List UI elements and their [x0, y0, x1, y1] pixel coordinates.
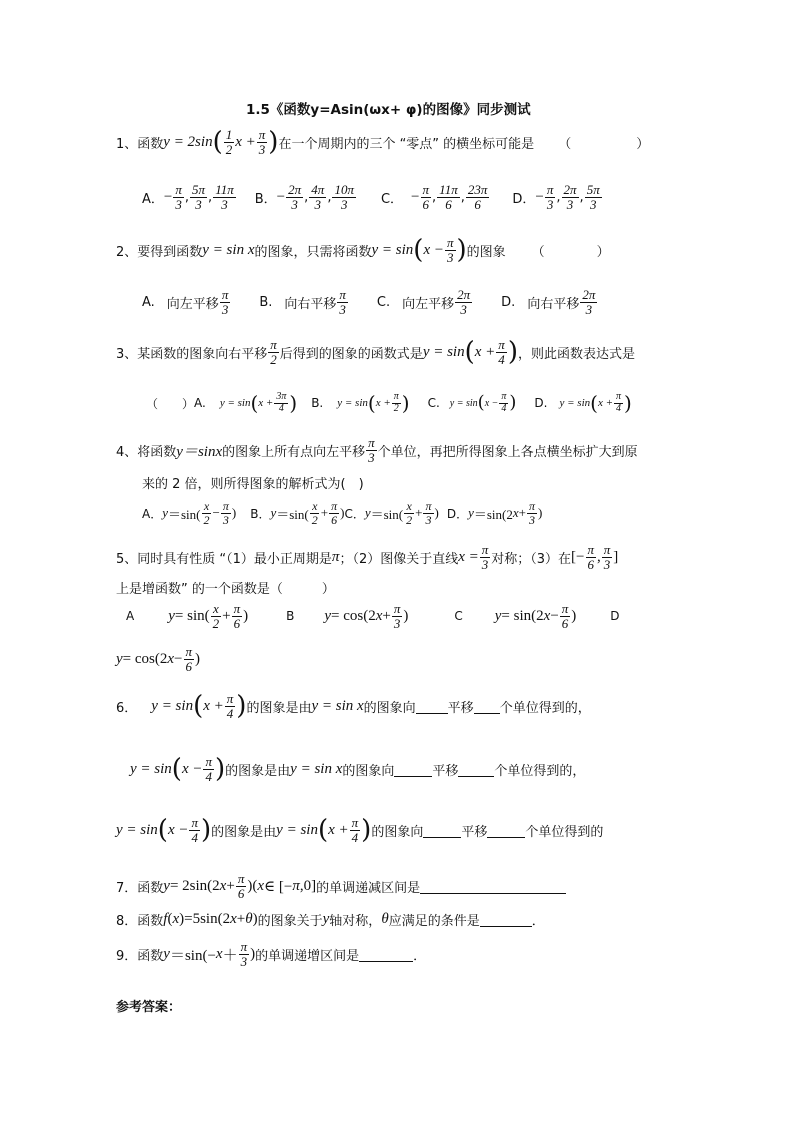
q4-option-b: B． — [250, 506, 271, 521]
q6-r2-direction-blank[interactable] — [394, 762, 432, 777]
q6-r1-text-c: 平移 — [447, 700, 474, 716]
q4-options: A． y ＝sin( $\frac{x}{2}$ − $\frac{\pi}{3}$ ) B． y ＝sin( $\frac{x}{2}$ + $\frac{\pi}{6}$ ) C． y ＝sin( $\frac{x}{2}$ + $\frac{\pi}{3}$ ) D． y ＝sin(2 x + $\frac{\pi}{3}$ ) — [142, 499, 543, 527]
q3-middle: 后得到的图象的函数式是 — [279, 346, 423, 362]
q2-option-d-text: 向右平移 — [527, 296, 580, 312]
q6-r3-text-c: 平移 — [461, 824, 488, 840]
q3-function: y = sin — [422, 343, 465, 360]
q2-number: 2、要得到函数 — [116, 244, 203, 260]
q2-option-b-label: B. — [259, 294, 273, 310]
q5-option-d-formula: y = cos(2 x − $\frac{\pi}{6}$ ) — [116, 644, 201, 674]
q2-target-function: y = sin x — [202, 241, 255, 258]
q2-option-a-label: A. — [142, 294, 155, 310]
q8-end: ． — [531, 914, 545, 929]
q5-option-a: A — [126, 609, 135, 624]
q3-option-d: D. — [534, 396, 548, 410]
q6-r2-text-b: 的图象向 — [342, 763, 395, 779]
question-2: 2、要得到函数 y = sin x 的图象，只需将函数 y = sin ( x − $\frac{\pi}{3}$ ) 的图象 （ ） — [116, 235, 610, 266]
q4-line2: 来的 2 倍，则所得图象的解析式为( ) — [142, 477, 364, 492]
q6-r2-text-c: 平移 — [432, 763, 459, 779]
q4-option-a: A． — [142, 506, 163, 521]
q8-stem-3: 应满足的条件是 — [388, 914, 480, 929]
q1-options: A． − $\frac{\pi}{3}$ , $\frac{5\pi}{3}$ , $\frac{11\pi}{3}$ B． − $\frac{2\pi}{3}$ , $\frac{4\pi}{3}$ , $\frac{10\pi}{3}$ C． − $\frac{\pi}{6}$ , $\frac{11\pi}{6}$ , $\frac{23\pi}{6}$ D． − $\frac{\pi}{3}$ , $\frac{2\pi}{3}$ , $\frac{5\pi}{3}$ — [142, 182, 600, 212]
q6-r2-text: 的图象是由 — [225, 763, 291, 779]
q2-tail: 的图象 — [466, 244, 506, 260]
q1-function: y = 2sin — [163, 133, 213, 150]
q6-r3-text: 的图象是由 — [211, 824, 277, 840]
q2-option-c-text: 向左平移 — [402, 296, 455, 312]
question-6-row-3: y = sin ( x − $\frac{\pi}{4}$ ) 的图象是由 y = sin ( x + $\frac{\pi}{4}$ ) 的图象向 平移 个单位得到的 — [116, 815, 604, 846]
q6-r1-text-b: 的图象向 — [363, 700, 416, 716]
q5-line1-b: ；（2）图像关于直线 — [339, 551, 459, 567]
q3-option-b: B. — [311, 396, 324, 410]
q6-r3-text-b: 的图象向 — [371, 824, 424, 840]
q1-answer-paren: （ ） — [558, 136, 650, 152]
q1-number: 1、函数 — [116, 136, 164, 152]
q9-stem: 的单调递增区间是 — [255, 948, 360, 964]
q6-r3-amount-blank[interactable] — [487, 823, 525, 838]
q3-tail: ，则此函数表达式是 — [517, 346, 635, 362]
q4-function: y＝sinx — [176, 443, 223, 460]
q2-answer-paren: （ ） — [531, 244, 610, 260]
q5-line1-c: 对称；（3）在 — [491, 551, 572, 567]
q3-option-c: C. — [427, 396, 440, 410]
q6-r2-amount-blank[interactable] — [458, 762, 494, 777]
q4-option-d: D． — [446, 506, 469, 521]
q6-r1-text-d: 个单位得到的， — [499, 700, 591, 716]
q9-end: ． — [413, 948, 427, 964]
q1-stem: 在一个周期内的三个 “零点” 的横坐标可能是 — [278, 136, 535, 152]
answers-heading: 参考答案： — [116, 1000, 182, 1015]
q3-answer-paren: （ ） — [146, 396, 195, 411]
q3-option-a: A. — [194, 396, 206, 410]
q5-option-b: B — [286, 609, 295, 624]
q1-option-b: B． — [254, 191, 277, 207]
q9-answer-blank[interactable] — [359, 947, 413, 962]
q7-stem: 的单调递减区间是 — [316, 880, 421, 896]
q6-r1-text: 的图象是由 — [246, 700, 312, 716]
q8-stem-2: 轴对称， — [329, 914, 382, 929]
q7-answer-blank[interactable] — [420, 879, 566, 894]
q2-option-d-label: D. — [501, 294, 516, 310]
page-title: 1.5《函数y=Asin(ωx+ φ)的图像》同步测试 — [246, 102, 531, 118]
q1-option-a: A． — [142, 191, 164, 207]
q5-line2: 上是增函数” 的一个函数是（ ） — [116, 582, 335, 597]
q6-r2-text-d: 个单位得到的， — [494, 763, 586, 779]
q5-option-d: D — [610, 609, 620, 624]
question-6-row-2: y = sin ( x − $\frac{\pi}{4}$ ) 的图象是由 y = sin x 的图象向 平移 个单位得到的， — [130, 754, 586, 785]
q6-number: 6． — [116, 700, 138, 716]
q9-number: 9．函数 — [116, 948, 164, 964]
q6-r3-text-d: 个单位得到的 — [525, 824, 604, 840]
q4-line1-a: 4、将函数 — [116, 444, 177, 460]
q2-option-a-text: 向左平移 — [166, 296, 219, 312]
q8-answer-blank[interactable] — [480, 912, 532, 927]
q6-r3-direction-blank[interactable] — [423, 823, 461, 838]
q3-options: （ ） A. y = sin ( x + $\frac{3\pi}{4}$ ) B. y = sin ( x + $\frac{\pi}{2}$ ) C. y = sin ( x − $\frac{\pi}{4}$ ) D. y = sin ( x + $\frac{\pi}{4}$ ) — [146, 391, 632, 415]
q5-option-c: C — [454, 609, 463, 624]
q2-option-c-label: C. — [376, 294, 391, 310]
question-9: 9．函数 y ＝sin(− x ＋ $\frac{\pi}{3}$ ) 的单调递增区间是 ． — [116, 939, 427, 969]
q8-stem: 的图象关于 — [257, 914, 323, 929]
q2-option-b-text: 向右平移 — [284, 296, 337, 312]
q2-options: A. 向左平移 $\frac{\pi}{3}$ B. 向右平移 $\frac{\pi}{3}$ C. 向左平移 $\frac{2\pi}{3}$ D. 向右平移 $\frac{2\pi}{3}$ — [142, 287, 596, 317]
q1-option-c: C． — [380, 191, 404, 207]
q8-number: 8．函数 — [116, 914, 164, 929]
q2-middle: 的图象，只需将函数 — [254, 244, 372, 260]
question-3: 3、某函数的图象向右平移 $\frac{\pi}{2}$ 后得到的图象的函数式是 y = sin ( x + $\frac{\pi}{4}$ ) ，则此函数表达式是 — [116, 337, 635, 368]
q6-r1-amount-blank[interactable] — [474, 699, 500, 714]
question-1: 1、函数 y = 2sin ( $\frac{1}{2}$ x + $\frac{\pi}{3}$ ) 在一个周期内的三个 “零点” 的横坐标可能是 （ ） — [116, 127, 650, 158]
q1-option-d: D． — [512, 191, 536, 207]
question-5: 5、同时具有性质 “（1）最小正周期是 π ；（2）图像关于直线 x = $\frac{\pi}{3}$ 对称；（3）在 [− $\frac{\pi}{6}$ , $\frac{\pi}{3}$ ] — [116, 542, 619, 572]
question-8: 8．函数 f ( x )=5sin(2 x + θ ) 的图象关于 y 轴对称， θ 应满足的条件是 ． — [116, 911, 545, 929]
q4-line1-d: 个单位，再把所得图象上各点横坐标扩大到原 — [377, 444, 638, 460]
q3-number: 3、某函数的图象向右平移 — [116, 346, 268, 362]
q6-r1-direction-blank[interactable] — [416, 699, 448, 714]
question-7: 7．函数 y = 2sin(2 x + $\frac{\pi}{6}$ )( x ∈ [− π ,0] 的单调递减区间是 — [116, 872, 566, 900]
q7-number: 7．函数 — [116, 880, 164, 896]
q4-line1-c: 的图象上所有点向左平移 — [222, 444, 366, 460]
q5-options: A y = sin( $\frac{x}{2}$ + $\frac{\pi}{6}$ ) B y = cos(2 x + $\frac{\pi}{3}$ ) C y = sin(2 x − $\frac{\pi}{6}$ ) D — [126, 601, 620, 631]
q5-line1-a: 5、同时具有性质 “（1）最小正周期是 — [116, 551, 332, 567]
question-6-row-1: 6． y = sin ( x + $\frac{\pi}{4}$ ) 的图象是由 y = sin x 的图象向 平移 个单位得到的， — [116, 691, 591, 722]
q2-source-function: y = sin — [371, 241, 414, 258]
question-4: 4、将函数 y＝sinx 的图象上所有点向左平移 $\frac{\pi}{3}$ 个单位，再把所得图象上各点横坐标扩大到原 — [116, 435, 638, 465]
q4-option-c: C． — [344, 506, 365, 521]
